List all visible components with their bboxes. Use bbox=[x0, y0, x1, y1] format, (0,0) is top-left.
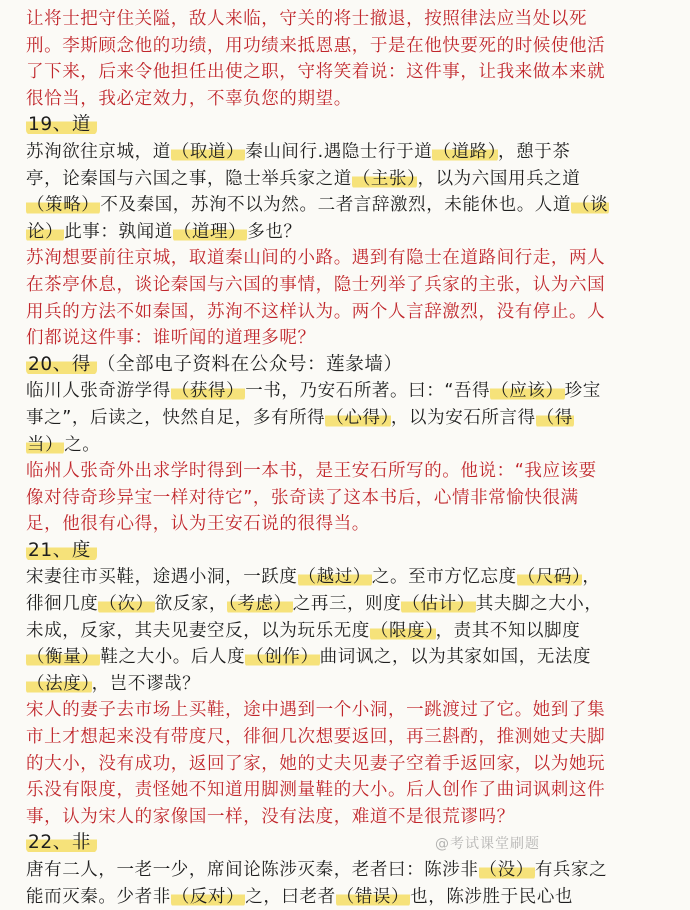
highlighted-gloss: （主张） bbox=[352, 169, 418, 189]
text-run: ，以为六国用兵之道 bbox=[417, 169, 580, 189]
text-run: ，憩于茶 bbox=[498, 142, 570, 162]
text-run: 徘徊几度 bbox=[26, 594, 98, 614]
text-run: 事之”，后读之，快然自足，多有所得 bbox=[26, 408, 325, 428]
text-run: ，责其不知以脚度 bbox=[436, 621, 581, 641]
original-text-line bbox=[26, 564, 670, 591]
translation-line: 像对待奇珍异宝一样对待它”，张奇读了这本书后，心情非常愉快很满 bbox=[26, 485, 670, 512]
text-run: 之。至市方忆忘度 bbox=[372, 567, 517, 587]
highlighted-gloss: （获得） bbox=[171, 381, 245, 401]
translation-line: 苏洵想要前往京城，取道秦山间的小路。遇到有隐士在道路间行走，两人 bbox=[26, 245, 670, 272]
section-number: 22、非 bbox=[26, 832, 97, 853]
translation-line: 们都说这件事：谁听闻的道理多呢？ bbox=[26, 325, 670, 352]
heading-note: （全部电子资料在公众号：莲彖墙） bbox=[97, 354, 403, 375]
original-text-line bbox=[26, 378, 670, 405]
original-text-line bbox=[26, 857, 670, 884]
text-run: 曲词讽之，以为其家如国，无法度 bbox=[320, 647, 592, 667]
highlighted-gloss: （得 bbox=[536, 408, 574, 428]
highlighted-gloss: 当） bbox=[26, 435, 64, 455]
original-text-line bbox=[26, 591, 670, 618]
highlighted-gloss: （限度） bbox=[370, 621, 436, 641]
highlighted-gloss: （道路） bbox=[432, 142, 498, 162]
original-text-line bbox=[26, 884, 670, 910]
text-run: 能而灭秦。少者非 bbox=[26, 887, 171, 907]
text-run: 珍宝 bbox=[565, 381, 601, 401]
translation-line: 让将士把守住关隘，敌人来临，守关的将士撤退，按照律法应当处以死 bbox=[26, 6, 670, 33]
highlighted-gloss: （应该） bbox=[490, 381, 564, 401]
original-text-line bbox=[26, 432, 670, 459]
highlighted-gloss: （次） bbox=[98, 594, 154, 614]
translation-line: 临州人张奇外出求学时得到一本书，是王安石所写的。他说：“我应该要 bbox=[26, 458, 670, 485]
text-run: ，以为安石所言得 bbox=[391, 408, 536, 428]
section-number: 19、道 bbox=[26, 114, 97, 135]
text-run: 苏洵欲往京城，道 bbox=[26, 142, 171, 162]
translation-line: 事，认为宋人的家像国一样，没有法度，难道不是很荒谬吗？ bbox=[26, 804, 670, 831]
highlighted-gloss: （策略） bbox=[26, 195, 100, 215]
highlighted-gloss: （没） bbox=[479, 860, 535, 880]
translation-line: 在茶亭休息，谈论秦国与六国的事情，隐士列举了兵家的主张，认为六国 bbox=[26, 272, 670, 299]
highlighted-gloss: （估计） bbox=[401, 594, 475, 614]
text-run: 有兵家之 bbox=[535, 860, 607, 880]
text-run: 不及秦国，苏洵不以为然。二者言辞激烈，未能休也。人道 bbox=[100, 195, 571, 215]
highlighted-gloss: （取道） bbox=[171, 142, 245, 162]
highlighted-gloss: （谈 bbox=[571, 195, 609, 215]
translation-line: 用兵的方法不如秦国，苏洵不这样认为。两个人言辞激烈，没有停止。人 bbox=[26, 299, 670, 326]
original-text-line bbox=[26, 644, 670, 671]
text-run: 宋妻往市买鞋，途遇小洞，一跃度 bbox=[26, 567, 298, 587]
translation-line: 刑。李斯顾念他的功绩，用功绩来抵恩惠，于是在他快要死的时候使他活 bbox=[26, 33, 670, 60]
translation-line: 了下来，后来令他担任出使之职，守将笑着说：这件事，让我来做本来就 bbox=[26, 59, 670, 86]
text-run: 欲反家， bbox=[155, 594, 227, 614]
original-text-line bbox=[26, 671, 670, 698]
section-heading bbox=[26, 352, 670, 379]
text-run: ， bbox=[582, 567, 600, 587]
original-text-line bbox=[26, 219, 670, 246]
section-number: 20、得 bbox=[26, 354, 97, 375]
translation-line: 宋人的妻子去市场上买鞋，途中遇到一个小洞，一跳渡过了它。她到了集 bbox=[26, 697, 670, 724]
section-heading bbox=[26, 112, 670, 139]
original-text-line bbox=[26, 192, 670, 219]
section-heading bbox=[26, 830, 670, 857]
text-run: 之。 bbox=[64, 435, 100, 455]
highlighted-gloss: （反对） bbox=[171, 887, 245, 907]
section-number: 21、度 bbox=[26, 540, 97, 561]
text-run: 之再三，则度 bbox=[293, 594, 402, 614]
text-run: 临川人张奇游学得 bbox=[26, 381, 171, 401]
text-run: ，岂不谬哉？ bbox=[92, 674, 201, 694]
text-run: 之，曰老者 bbox=[245, 887, 336, 907]
original-text-line bbox=[26, 405, 670, 432]
text-run: 多也？ bbox=[247, 222, 301, 242]
text-run: 此事：孰闻道 bbox=[64, 222, 173, 242]
highlighted-gloss: （衡量） bbox=[26, 647, 100, 667]
highlighted-gloss: 论） bbox=[26, 222, 64, 242]
highlighted-gloss: （尺码） bbox=[517, 567, 583, 587]
translation-line: 很恰当，我必定效力，不辜负您的期望。 bbox=[26, 86, 670, 113]
text-run: 唐有二人，一老一少，席间论陈涉灭秦，老者曰：陈涉非 bbox=[26, 860, 479, 880]
original-text-line bbox=[26, 618, 670, 645]
highlighted-gloss: （考虑） bbox=[227, 594, 293, 614]
highlighted-gloss: （创作） bbox=[245, 647, 319, 667]
text-run: 鞋之大小。后人度 bbox=[100, 647, 245, 667]
section-heading bbox=[26, 538, 670, 565]
text-run: 亭，论秦国与六国之事，隐士举兵家之道 bbox=[26, 169, 352, 189]
translation-line: 的大小，没有成功，返回了家，她的丈夫见妻子空着手返回家，以为她玩 bbox=[26, 751, 670, 778]
original-text-line bbox=[26, 166, 670, 193]
text-run: 秦山间行.遇隐士行于道 bbox=[245, 142, 432, 162]
text-run: 一书，乃安石所著。曰：“吾得 bbox=[245, 381, 490, 401]
watermark: @考试课堂刷题 bbox=[435, 833, 540, 853]
text-run: 未成，反家，其夫见妻空反，以为玩乐无度 bbox=[26, 621, 370, 641]
highlighted-gloss: （道理） bbox=[173, 222, 247, 242]
text-run: 也，陈涉胜于民心也 bbox=[410, 887, 573, 907]
translation-line: 乐没有限度，责怪她不知道用脚测量鞋的大小。后人创作了曲词讽刺这件 bbox=[26, 777, 670, 804]
translation-line: 市上才想起来没有带度尺，徘徊几次想要返回，再三斟酌，推测她丈夫脚 bbox=[26, 724, 670, 751]
highlighted-gloss: （法度） bbox=[26, 674, 92, 694]
highlighted-gloss: （心得） bbox=[325, 408, 391, 428]
highlighted-gloss: （错误） bbox=[336, 887, 410, 907]
highlighted-gloss: （越过） bbox=[298, 567, 372, 587]
text-run: 其夫脚之大小， bbox=[476, 594, 603, 614]
translation-line: 足，他很有心得，认为王安石说的很得当。 bbox=[26, 511, 670, 538]
original-text-line bbox=[26, 139, 670, 166]
